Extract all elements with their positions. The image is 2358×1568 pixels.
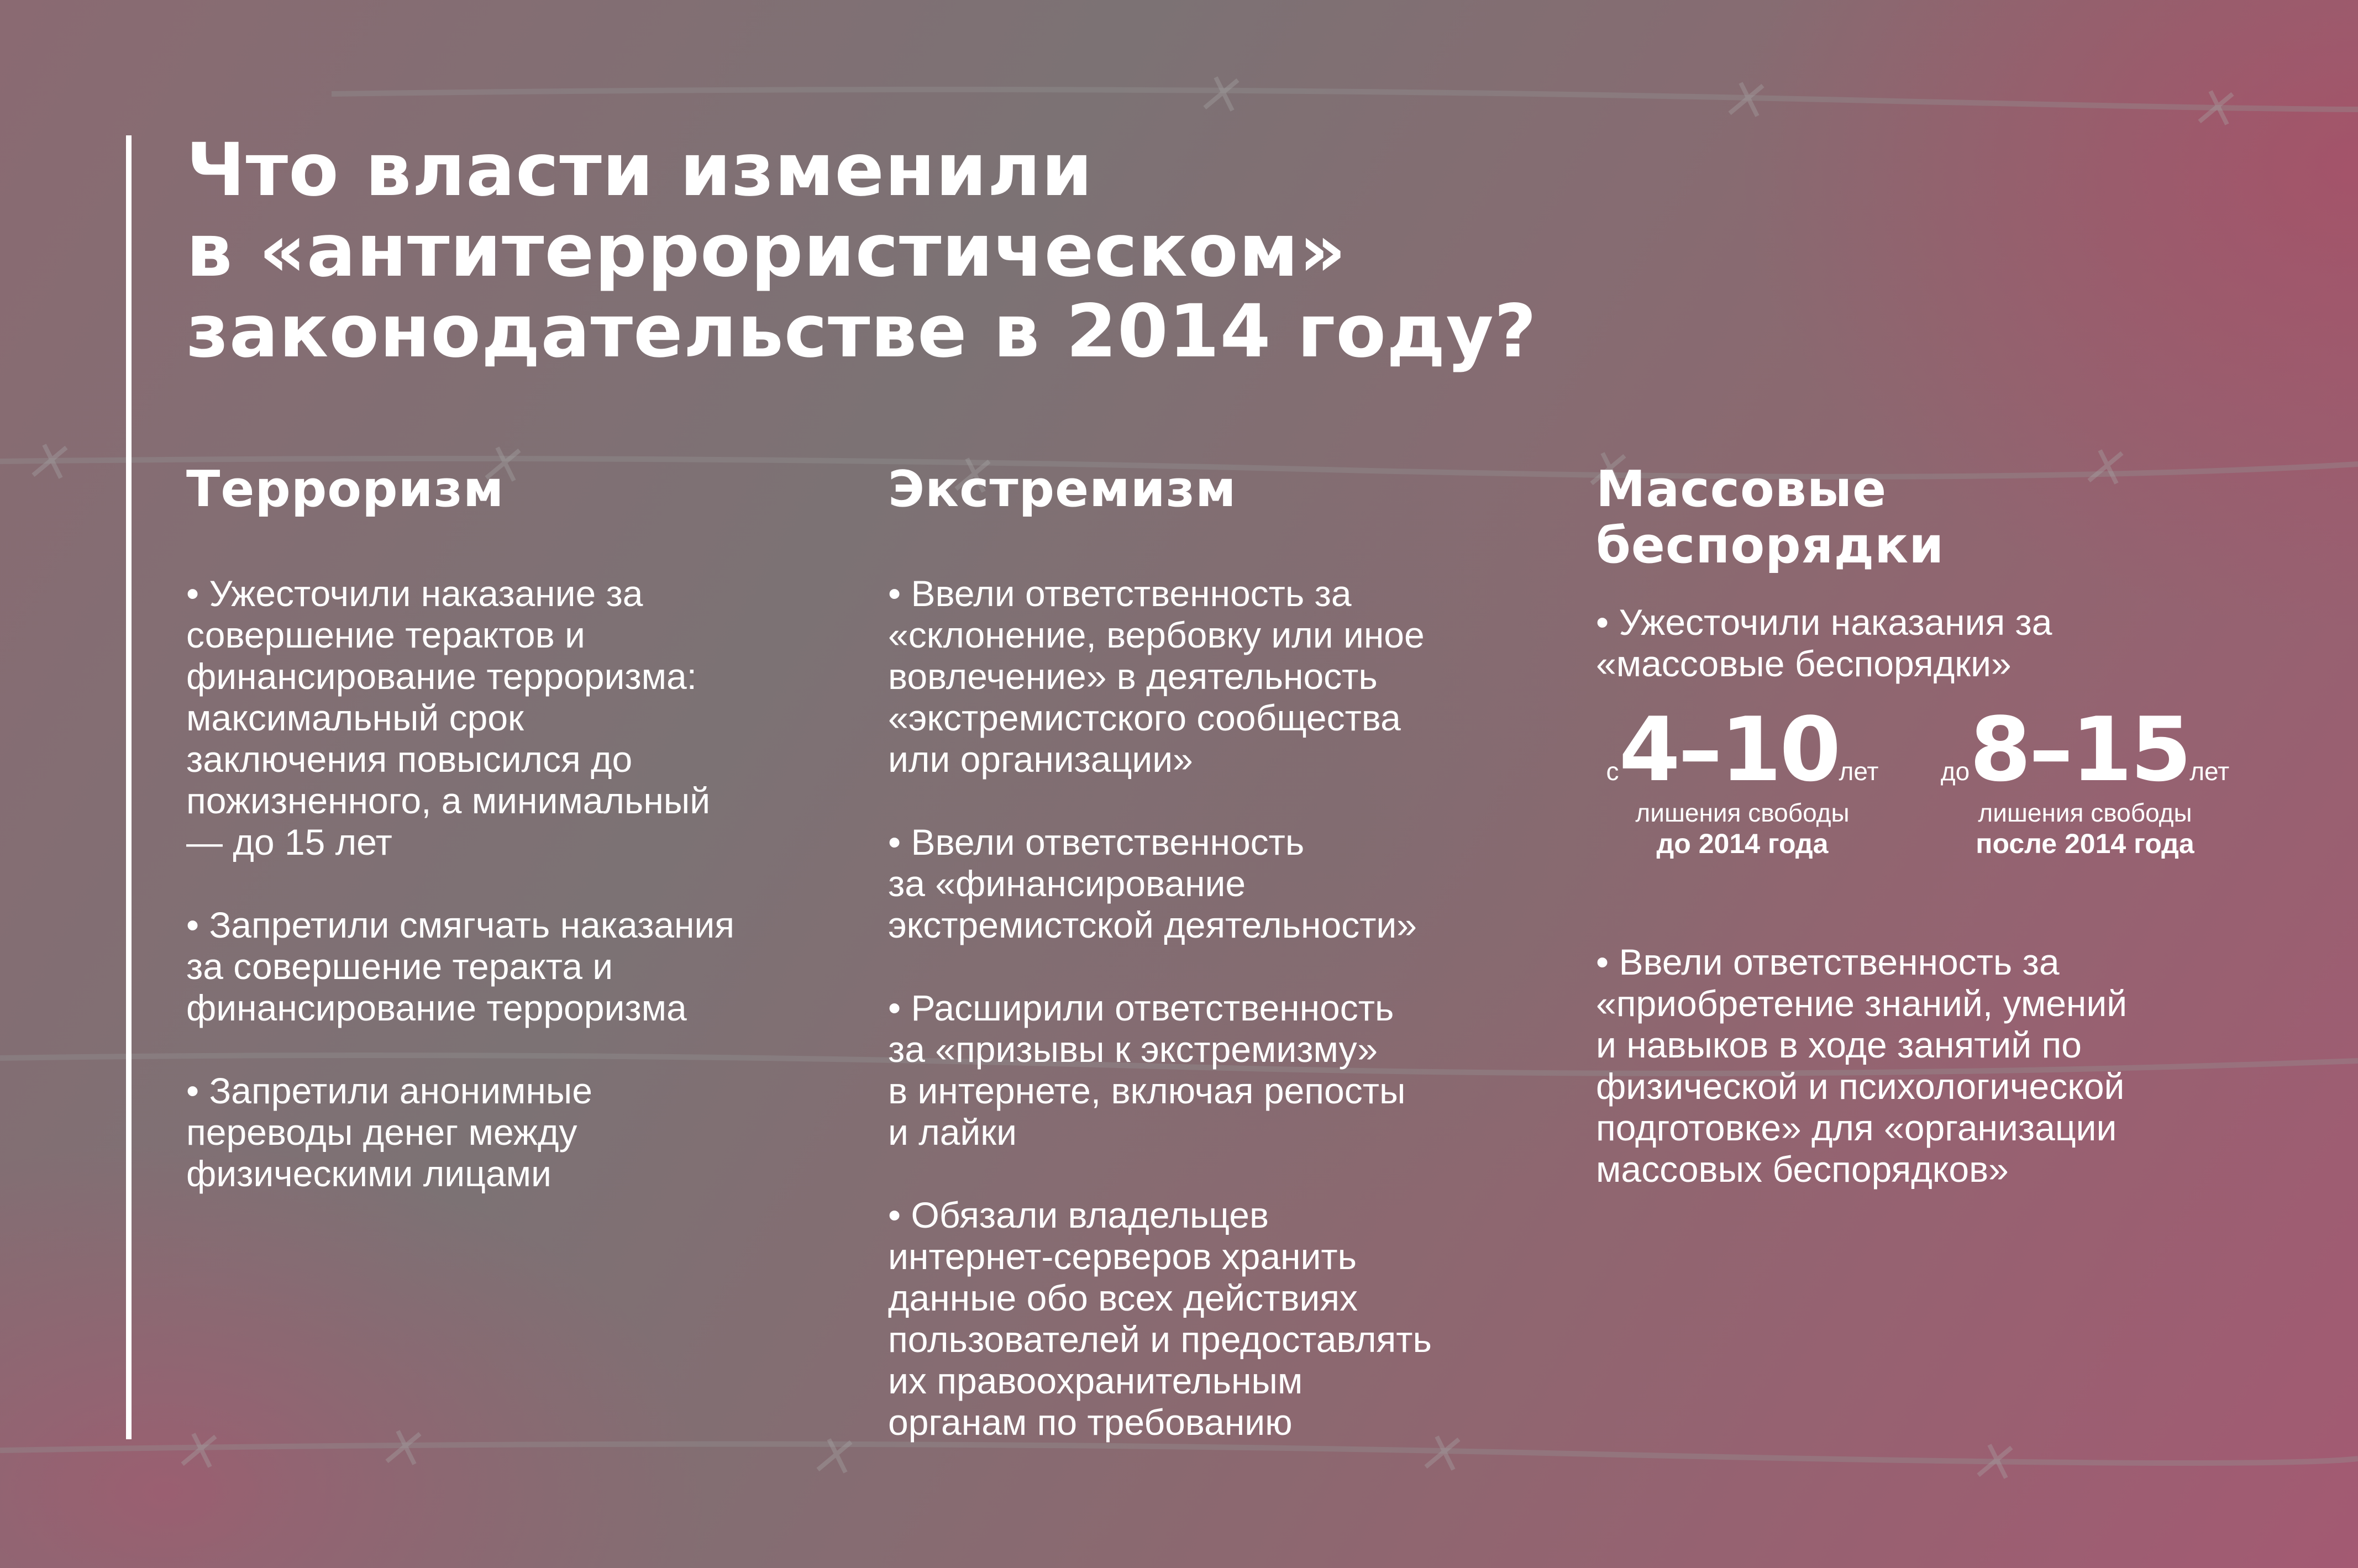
stat-value: 8–15 — [1970, 698, 2190, 801]
stat-caption: лишения свободы — [1978, 798, 2192, 827]
list-item: • Обязали владельцев интернет-серверов хранить данные обо всех действиях пользователей и предоставлять их правоохранительным органам по требованию — [888, 1195, 1432, 1443]
stat-period: после 2014 года — [1976, 828, 2194, 859]
vertical-accent-line — [126, 135, 132, 1439]
stat-prefix: с — [1606, 757, 1619, 786]
column-terrorism — [186, 461, 849, 1195]
title-line-3: законодательстве в 2014 году? — [186, 289, 1537, 374]
column-heading: Терроризм — [186, 460, 505, 518]
list-item: • Ввели ответственность за «приобретение знаний, умений и навыков в ходе занятий по физической и психологической подготовке» для «организации массовых беспорядков» — [1596, 941, 2128, 1190]
sentence-stats — [1596, 698, 2314, 889]
list-item: • Запретили смягчать наказания за совершение теракта и финансирование терроризма — [186, 904, 735, 1028]
list-item: • Расширили ответственность за «призывы к экстремизму» в интернете, включая репосты и лайки — [888, 987, 1406, 1153]
column-extremism — [888, 461, 1579, 1443]
column-heading: Массовые беспорядки — [1596, 460, 1945, 575]
column-heading: Экстремизм — [888, 460, 1237, 518]
stat-suffix: лет — [1839, 757, 1879, 786]
title-line-2: в «антитеррористическом» — [186, 208, 1347, 293]
stat-before-2014 — [1596, 698, 1889, 860]
stat-after-2014 — [1939, 698, 2231, 860]
list-item: • Ужесточили наказания за «массовые беспорядки» — [1596, 602, 2052, 684]
list-item: • Ввели ответственность за «финансирование экстремистской деятельности» — [888, 822, 1417, 945]
stat-caption: лишения свободы — [1635, 798, 1850, 827]
stat-prefix: до — [1940, 757, 1970, 786]
stat-value: 4–10 — [1619, 698, 1839, 801]
list-item: • Ужесточили наказание за совершение терактов и финансирование терроризма: максимальный срок заключения повысился до пожизненного, а минимальный — до 15 лет — [186, 573, 711, 862]
list-item: • Ввели ответственность за «склонение, вербовку или иное вовлечение» в деятельность «экстремистского сообщества или организации» — [888, 573, 1425, 780]
title-line-1: Что власти изменили — [186, 128, 1093, 213]
list-item: • Запретили анонимные переводы денег между физическими лицами — [186, 1070, 592, 1194]
column-mass-riots — [1596, 461, 2314, 1190]
stat-period: до 2014 года — [1656, 828, 1829, 859]
stat-suffix: лет — [2189, 757, 2230, 786]
page-title — [186, 130, 2120, 372]
